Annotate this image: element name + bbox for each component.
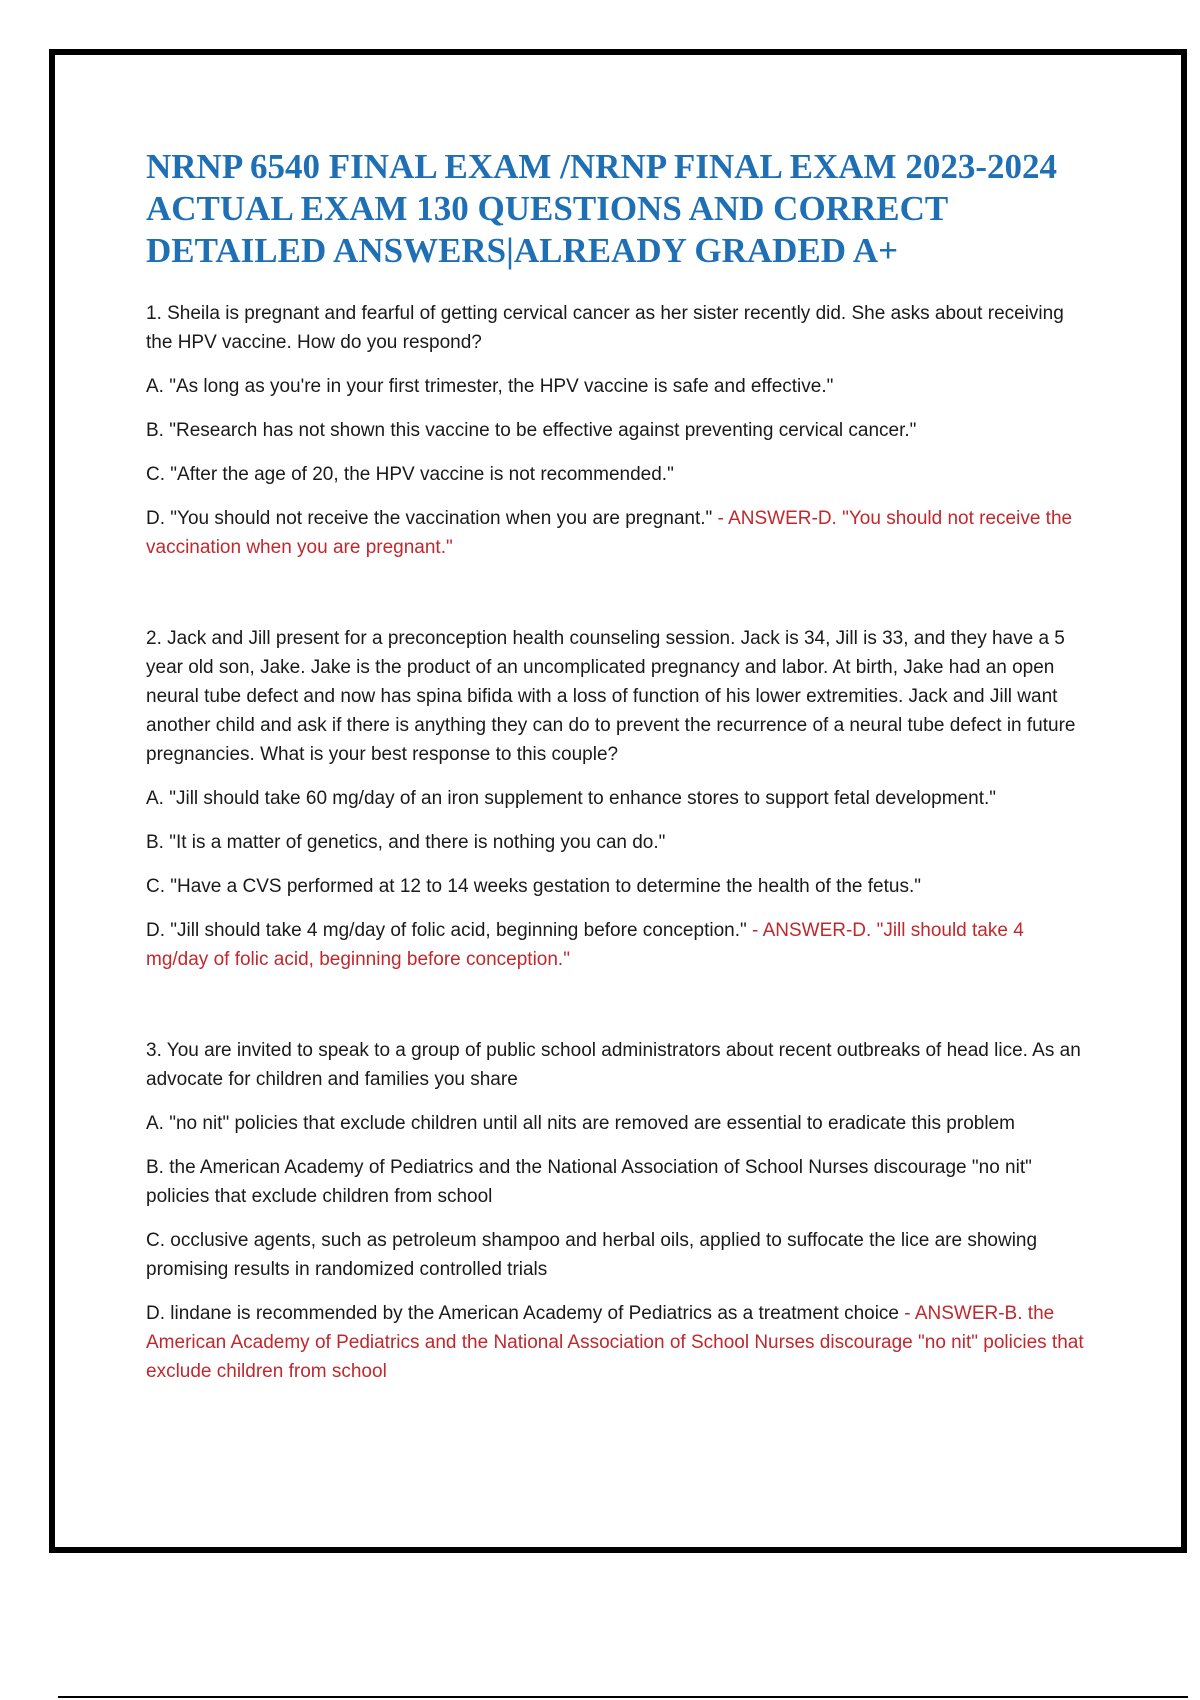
option-c: C. "Have a CVS performed at 12 to 14 weeks gestation to determine the health of the fetus." [146, 876, 921, 897]
option-b: B. "It is a matter of genetics, and there is nothing you can do." [146, 832, 666, 853]
document-title: NRNP 6540 FINAL EXAM /NRNP FINAL EXAM 2023-2024 ACTUAL EXAM 130 QUESTIONS AND CORRECT DETAILED ANSWERS|ALREADY GRADED A+ [146, 147, 1057, 270]
question-text: 2. Jack and Jill present for a preconception health counseling session. Jack is 34, Jill is 33, and they have a 5 year old son, Jake. Jake is the product of an uncomplicated pregnancy and labor. At birth, Jake had an open neural tube defect and now has spina bifida with a loss of function of his lower extremities. Jack and Jill want another child and ask if there is anything they can do to prevent the recurrence of a neural tube defect in future pregnancies. What is your best response to this couple? [146, 628, 1076, 765]
document-body [146, 146, 1086, 1386]
question-2 [146, 624, 1086, 974]
option-c: C. occlusive agents, such as petroleum shampoo and herbal oils, applied to suffocate the lice are showing promising results in randomized controlled trials [146, 1230, 1038, 1280]
option-d-text: D. "Jill should take 4 mg/day of folic acid, beginning before conception." [146, 920, 747, 941]
answer-text: - ANSWER-D. "Jill should take 4 mg/day of folic acid, beginning before conception." [146, 920, 1024, 970]
spacer [146, 974, 1086, 1036]
option-a: A. "As long as you're in your first trimester, the HPV vaccine is safe and effective." [146, 376, 834, 397]
option-c: C. "After the age of 20, the HPV vaccine is not recommended." [146, 464, 674, 485]
question-3 [146, 1036, 1086, 1386]
option-a: A. "Jill should take 60 mg/day of an iron supplement to enhance stores to support fetal development." [146, 788, 996, 809]
option-d-text: D. lindane is recommended by the American Academy of Pediatrics as a treatment choice [146, 1303, 899, 1324]
bottom-rule [58, 1696, 1188, 1698]
spacer [146, 562, 1086, 624]
option-d [146, 504, 1086, 562]
option-d-text: D. "You should not receive the vaccination when you are pregnant." [146, 508, 713, 529]
answer-text: - ANSWER-D. "You should not receive the vaccination when you are pregnant." [146, 508, 1073, 558]
question-1 [146, 299, 1086, 562]
option-d [146, 1299, 1086, 1386]
answer-text: - ANSWER-B. the American Academy of Pediatrics and the National Association of School Nurses discourage "no nit" policies that exclude children from school [146, 1303, 1084, 1382]
question-text: 3. You are invited to speak to a group of public school administrators about recent outbreaks of head lice. As an advocate for children and families you share [146, 1040, 1081, 1090]
option-d [146, 916, 1086, 974]
option-b: B. "Research has not shown this vaccine to be effective against preventing cervical cancer." [146, 420, 917, 441]
option-b: B. the American Academy of Pediatrics and the National Association of School Nurses discourage "no nit" policies that exclude children from school [146, 1157, 1032, 1207]
option-a: A. "no nit" policies that exclude children until all nits are removed are essential to eradicate this problem [146, 1113, 1015, 1134]
question-text: 1. Sheila is pregnant and fearful of getting cervical cancer as her sister recently did. She asks about receiving the HPV vaccine. How do you respond? [146, 303, 1064, 353]
